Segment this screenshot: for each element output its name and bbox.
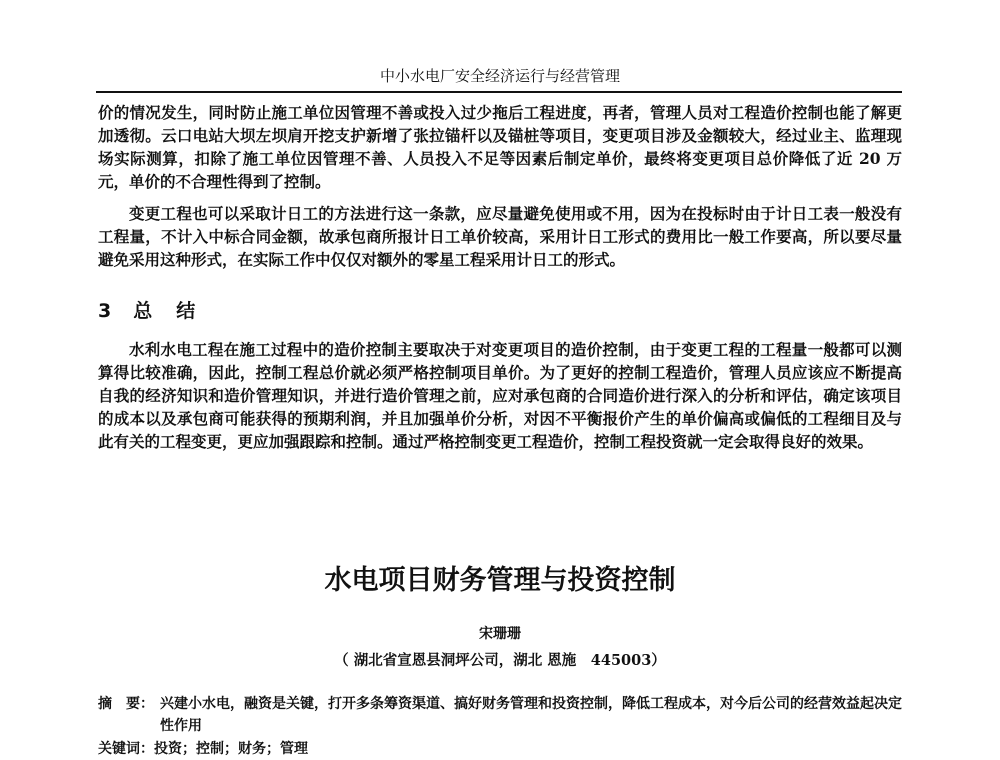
author-affiliation: （ 湖北省宣恩县洞坪公司，湖北 恩施 445003） [334, 652, 666, 669]
author-name: 宋珊珊 [479, 626, 521, 642]
abstract-text: 兴建小水电，融资是关键，打开多条筹资渠道、搞好财务管理和投资控制，降低工程成本，对今后公司的经营效益起决定性作用 [160, 696, 902, 734]
paragraph-3: 水利水电工程在施工过程中的造价控制主要取决于对变更项目的造价控制，由于变更工程的工程量一般都可以测算得比较准确，因此，控制工程总价就必须严格控制项目单价。为了更好的控制工程造价，管理人员应该应不断提高自我的经济知识和造价管理知识，并进行造价管理之前，应对承包商的合同造价进行深入的分析和评估，确定该项目的成本以及承包商可能获得的预期利润，并且加强单价分析，对因不平衡报价产生的单价偏高或偏低的工程细目及与此有关的工程变更，更应加强跟踪和控制。通过严格控制变更工程造价，控制工程投资就一定会取得良好的效果。 [98, 340, 902, 451]
section-heading [98, 296, 197, 323]
keywords-text: 投资；控制；财务；管理 [154, 741, 308, 757]
section-title-part-1: 总 [133, 300, 155, 322]
abstract [98, 693, 902, 737]
article-title: 水电项目财务管理与投资控制 [324, 565, 676, 596]
abstract-label: 摘 要： [98, 696, 154, 712]
paragraph-2: 变更工程也可以采取计日工的方法进行这一条款，应尽量避免使用或不用，因为在投标时由于计日工表一般没有工程量，不计入中标合同金额，故承包商所报计日工单价较高，采用计日工形式的费用比一般工作要高，所以要尽量避免采用这种形式，在实际工作中仅仅对额外的零星工程采用计日工的形式。 [98, 204, 902, 269]
running-head: 中小水电厂安全经济运行与经营管理 [379, 67, 620, 85]
header-rule [96, 91, 902, 93]
keywords [98, 739, 902, 759]
keywords-label: 关键词： [98, 741, 154, 757]
paragraph-1: 价的情况发生，同时防止施工单位因管理不善或投入过少拖后工程进度，再者，管理人员对工程造价控制也能了解更加透彻。云口电站大坝左坝肩开挖支护新增了张拉锚杆以及锚桩等项目，变更项目涉及金额较大，经过业主、监理现场实际测算，扣除了施工单位因管理不善、人员投入不足等因素后制定单价，最终将变更项目总价降低了近 20 万元，单价的不合理性得到了控制。 [98, 103, 902, 191]
section-number: 3 [98, 300, 114, 322]
section-title-part-2: 结 [176, 300, 198, 322]
